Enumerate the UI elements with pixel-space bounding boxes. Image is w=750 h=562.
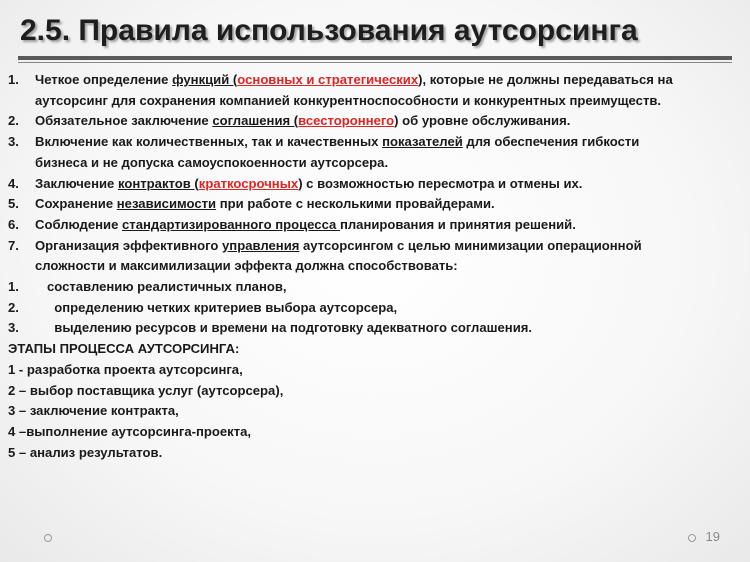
corner-dot-icon xyxy=(44,534,52,542)
list-item: 6. Соблюдение стандартизированного процесса планирования и принятия решений. xyxy=(8,216,576,232)
list-item: 5. Сохранение независимости при работе с несколькими провайдерами. xyxy=(8,196,495,212)
page-number: 19 xyxy=(705,529,720,544)
stage-item: 1 - разработка проекта аутсорсинга, xyxy=(8,361,243,377)
list-item: 2. Обязательное заключение соглашения (всестороннего) об уровне обслуживания. xyxy=(8,113,571,129)
list-item: 3. Включение как количественных, так и качественных показателей для обеспечения гибкости бизнеса и не допуска самоуспокоенности аутсорсера. xyxy=(8,134,640,170)
stage-item: 4 –выполнение аутсорсинга-проекта, xyxy=(8,423,252,439)
slide-title: 2.5. Правила использования аутсорсинга xyxy=(20,14,638,47)
sub-list-item: 2. определению четких критериев выбора аутсорсера, xyxy=(8,299,398,315)
corner-dot-icon xyxy=(688,534,696,542)
title-divider xyxy=(18,56,732,60)
title-divider-thin xyxy=(18,62,732,63)
list-item: 7. Организация эффективного управления аутсорсингом с целью минимизации операционной сложности и максимилизации эффекта должна способствовать: xyxy=(8,237,642,274)
list-item: 4. Заключение контрактов (краткосрочных) с возможностью пересмотра и отмены их. xyxy=(8,175,583,191)
sub-list-item: 3. выделению ресурсов и времени на подготовку адекватного соглашения. xyxy=(8,320,533,336)
slide-content xyxy=(8,70,733,463)
stages-heading: ЭТАПЫ ПРОЦЕССА АУТСОРСИНГА: xyxy=(8,341,240,357)
stage-item: 5 – анализ результатов. xyxy=(8,444,163,460)
stage-item: 2 – выбор поставщика услуг (аутсорсера), xyxy=(8,382,284,398)
list-item: 1. Четкое определение функций (основных и стратегических), которые не должны передаваться на аутсорсинг для сохранения компанией конкурентноспособности и конкурентных преимуществ. xyxy=(8,72,673,108)
stage-item: 3 – заключение контракта, xyxy=(8,403,179,419)
sub-list-item: 1. составлению реалистичных планов, xyxy=(8,279,287,295)
